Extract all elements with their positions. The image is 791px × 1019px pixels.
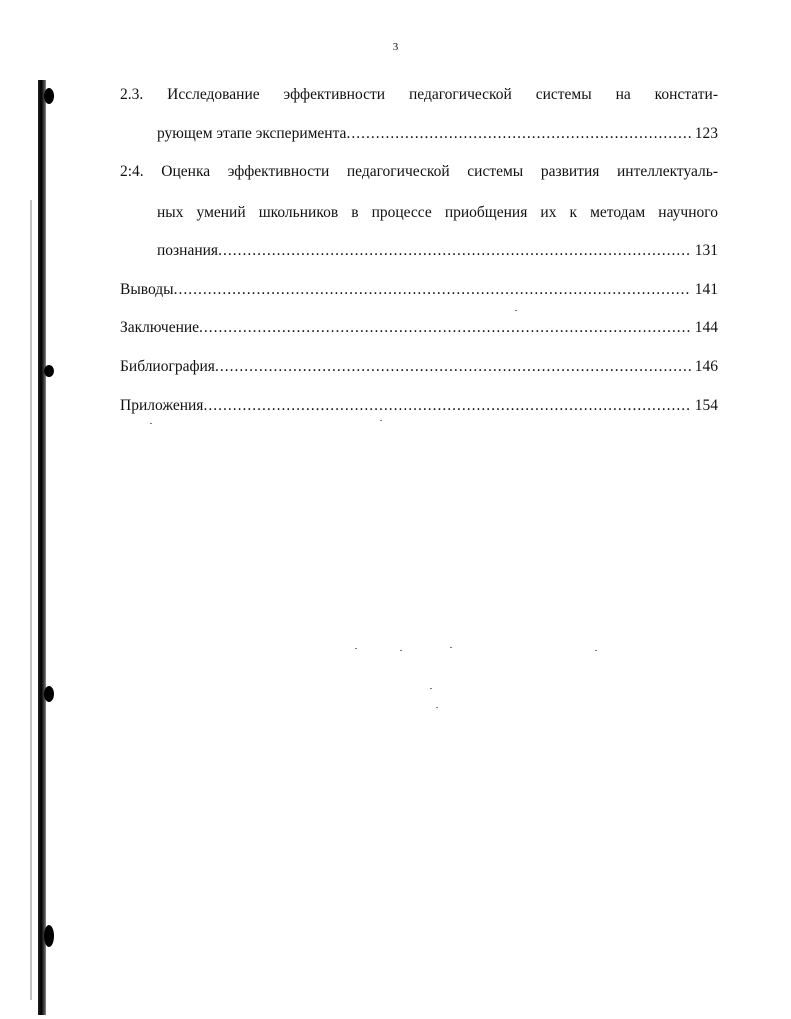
leader-dots [174,280,691,300]
toc-entry-label: познания [157,242,219,259]
toc-entry-2-4-line2: ных умений школьников в процессе приобщения их к методам научного [157,204,718,221]
punch-hole-mark [44,365,54,377]
binding-edge [38,80,46,1015]
toc-page-ref: 131 [694,242,718,259]
toc-entry-afterword [120,318,718,338]
toc-page-ref: 123 [694,125,718,142]
toc-entry-label: рующем этапе эксперимента [157,125,347,142]
toc-page-ref: 141 [694,281,718,298]
toc-entry-appendices [120,396,718,416]
toc-entry-label: Выводы [120,281,174,298]
toc-entry-2-4-line3 [157,241,718,261]
scan-speck [150,423,152,424]
toc-entry-2-4-line1: 2:4. Оценка эффективности педагогической системы развития интеллектуаль- [120,163,718,180]
scan-speck [595,650,597,651]
toc-entry-label: Заключение [120,319,200,336]
punch-hole-mark [44,686,54,702]
scan-speck [430,688,432,689]
leader-dots [346,124,690,144]
toc-entry-label: Библиография [120,358,215,375]
leader-dots [215,357,691,377]
leader-dots [218,241,691,261]
toc-entry-label: Приложения [120,397,204,414]
punch-hole-mark [44,88,54,104]
punch-hole-mark [44,925,54,947]
toc-page-ref: 144 [694,319,718,336]
scan-speck [436,707,438,708]
toc-entry-2-3-line2 [157,124,718,144]
leader-dots [203,396,690,416]
scan-speck [450,647,452,648]
toc-entry-2-3-line1: 2.3. Исследование эффективности педагогической системы на констати- [120,86,718,103]
page-number: 3 [392,41,399,53]
scan-speck [400,650,402,651]
toc-entry-conclusions [120,280,718,300]
toc-entry-bibliography [120,357,718,377]
scan-speck [515,310,517,311]
scan-speck [355,648,357,649]
binding-shadow [30,200,32,1000]
toc-page-ref: 146 [694,358,718,375]
toc-page-ref: 154 [694,397,718,414]
leader-dots [199,318,691,338]
scan-speck [380,420,382,421]
